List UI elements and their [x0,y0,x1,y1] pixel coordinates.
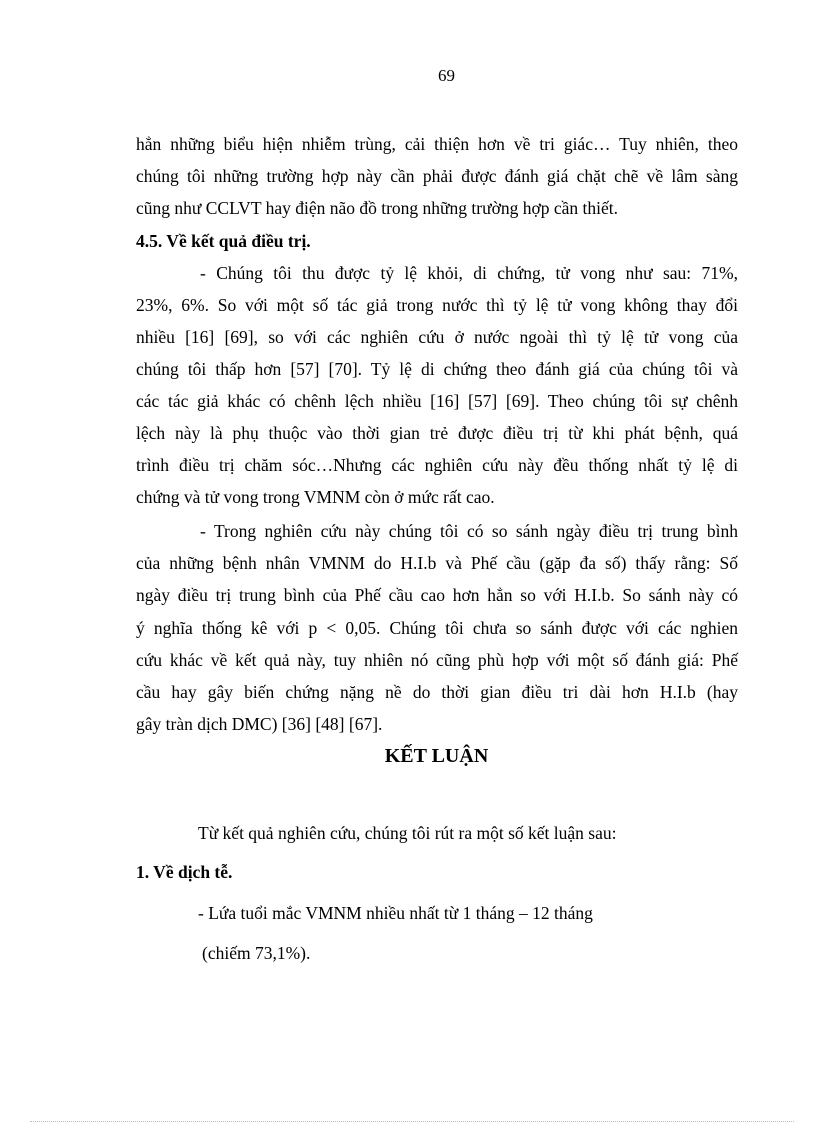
conclusion-title: KẾT LUẬN [384,745,489,767]
paragraph-line: - Trong nghiên cứu này chúng tôi có so sánh ngày điều trị trung bình [200,521,738,541]
paragraph-line: cũng như CCLVT hay điện não đồ trong những trường hợp cần thiết. [136,198,618,218]
paragraph-line: chúng tôi những trường hợp này cần phải được đánh giá chặt chẽ về lâm sàng [136,166,738,186]
list-item-continuation: (chiếm 73,1%). [202,943,311,963]
page-number: 69 [438,66,455,85]
paragraph-line: chứng và tử vong trong VMNM còn ở mức rất cao. [136,487,495,507]
paragraph-line: lệch này là phụ thuộc vào thời gian trẻ được điều trị từ khi phát bệnh, quá [136,423,738,443]
page-bottom-rule [30,1121,794,1122]
list-item: - Lứa tuổi mắc VMNM nhiều nhất từ 1 tháng – 12 tháng [198,903,593,923]
paragraph-line: gây tràn dịch DMC) [36] [48] [67]. [136,714,383,734]
paragraph-line: ngày điều trị trung bình của Phế cầu cao hơn hẳn so với H.I.b. So sánh này có [136,585,738,605]
paragraph-line: nhiều [16] [69], so với các nghiên cứu ở nước ngoài thì tỷ lệ tử vong của [136,327,738,347]
section-heading: 4.5. Về kết quả điều trị. [136,231,311,251]
paragraph-line: trình điều trị chăm sóc…Nhưng các nghiên cứu này đều thống nhất tỷ lệ di [136,455,738,475]
paragraph-line: cầu hay gây biến chứng nặng nề do thời gian điều tri dài hơn H.I.b (hay [136,682,738,702]
paragraph-line: của những bệnh nhân VMNM do H.I.b và Phế cầu (gặp đa số) thấy rằng: Số [136,553,738,573]
paragraph-line: cứu khác về kết quả này, tuy nhiên nó cũng phù hợp với một số đánh giá: Phế [136,650,738,670]
paragraph-line: các tác giả khác có chênh lệch nhiều [16] [57] [69]. Theo chúng tôi sự chênh [136,391,738,411]
conclusion-intro: Từ kết quả nghiên cứu, chúng tôi rút ra một số kết luận sau: [198,823,617,843]
paragraph-line: hẳn những biểu hiện nhiễm trùng, cải thiện hơn về tri giác… Tuy nhiên, theo [136,134,738,154]
paragraph-line: ý nghĩa thống kê với p < 0,05. Chúng tôi chưa so sánh được với các nghien [136,618,738,638]
paragraph-line: chúng tôi thấp hơn [57] [70]. Tỷ lệ di chứng theo đánh giá của chúng tôi và [136,359,738,379]
section-heading: 1. Về dịch tễ. [136,862,233,882]
paragraph-line: - Chúng tôi thu được tỷ lệ khỏi, di chứng, tử vong như sau: 71%, [200,263,738,283]
paragraph-line: 23%, 6%. So với một số tác giả trong nước thì tỷ lệ tử vong không thay đổi [136,295,738,315]
